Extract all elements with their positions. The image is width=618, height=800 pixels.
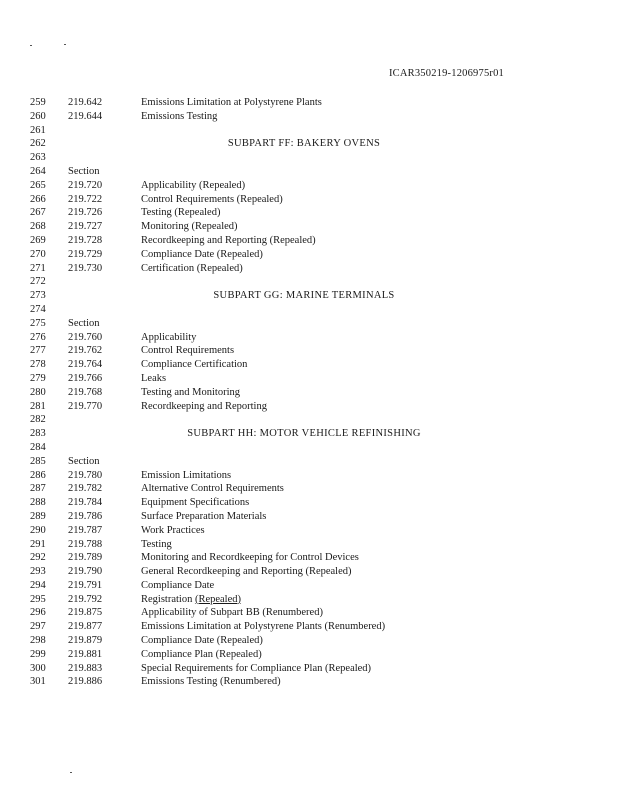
section-row (0, 662, 618, 676)
section-row (0, 165, 618, 179)
section-number: 219.644 (68, 110, 103, 122)
section-number: 219.786 (68, 510, 103, 522)
section-title-text: Recordkeeping and Reporting (Repealed) (141, 234, 316, 246)
blank-row (0, 441, 618, 455)
section-title (141, 331, 196, 345)
line-numbered-listing (0, 96, 618, 689)
section-number: 219.875 (68, 607, 103, 619)
blank-row (0, 413, 618, 427)
section-title-text: Alternative Control Requirements (141, 483, 284, 495)
line-number: 278 (30, 359, 46, 371)
section-row (0, 234, 618, 248)
line-number: 291 (30, 538, 46, 550)
line-number: 277 (30, 345, 46, 357)
section-row (0, 248, 618, 262)
section-row (0, 193, 618, 207)
section-title-text: Emission Limitations (141, 469, 232, 481)
line-number: 287 (30, 483, 46, 495)
section-title (141, 593, 241, 607)
section-row (0, 96, 618, 110)
line-number: 297 (30, 621, 46, 633)
section-title (141, 482, 284, 496)
section-title-text: Testing (141, 538, 172, 550)
subpart-heading: SUBPART GG: MARINE TERMINALS (213, 290, 395, 302)
section-row (0, 220, 618, 234)
section-title (141, 372, 166, 386)
section-title (141, 248, 263, 262)
section-title-text: Registration (141, 593, 193, 605)
section-row (0, 606, 618, 620)
section-title (141, 344, 234, 358)
line-number: 263 (30, 152, 46, 164)
section-title-text: Control Requirements (141, 345, 235, 357)
subpart-heading-row (0, 137, 618, 151)
section-number: 219.780 (68, 469, 103, 481)
line-number: 300 (30, 662, 46, 674)
section-title (141, 551, 359, 565)
section-number: 219.730 (68, 262, 103, 274)
section-title (141, 193, 283, 207)
subpart-heading: SUBPART HH: MOTOR VEHICLE REFINISHING (187, 428, 421, 440)
section-row (0, 579, 618, 593)
line-number: 265 (30, 179, 46, 191)
line-number: 274 (30, 303, 46, 315)
section-number: 219.883 (68, 662, 103, 674)
line-number: 295 (30, 593, 46, 605)
line-number: 259 (30, 97, 46, 108)
section-title-text: Compliance Date (141, 579, 215, 591)
section-title (141, 524, 205, 538)
section-title (141, 606, 323, 620)
section-title (141, 565, 352, 579)
section-number: 219.768 (68, 386, 103, 398)
blank-row (0, 151, 618, 165)
section-row (0, 262, 618, 276)
section-row (0, 358, 618, 372)
section-title-text: Certification (Repealed) (141, 262, 243, 274)
section-number: 219.792 (68, 593, 103, 605)
section-title (141, 662, 371, 676)
section-title (141, 538, 172, 552)
line-number: 294 (30, 579, 46, 591)
line-number: 270 (30, 248, 46, 260)
line-number: 262 (30, 138, 46, 150)
section-title (141, 96, 322, 110)
section-title-text: Emissions Limitation at Polystyrene Plants (141, 97, 322, 108)
section-number: 219.764 (68, 359, 103, 371)
section-title-text: Testing (Repealed) (141, 207, 221, 219)
section-number: 219.770 (68, 400, 103, 412)
section-number: Section (68, 165, 100, 177)
section-number: 219.788 (68, 538, 103, 550)
section-number: 219.881 (68, 648, 103, 660)
section-number: Section (68, 317, 100, 329)
section-number: Section (68, 455, 100, 467)
line-number: 264 (30, 165, 46, 177)
section-title-text: Recordkeeping and Reporting (141, 400, 267, 412)
section-row (0, 524, 618, 538)
section-row (0, 593, 618, 607)
line-number: 293 (30, 566, 46, 578)
section-row (0, 634, 618, 648)
section-title-text: Compliance Plan (Repealed) (141, 648, 262, 660)
line-number: 296 (30, 607, 46, 619)
section-title (141, 179, 245, 193)
section-number: 219.766 (68, 372, 103, 384)
blank-row (0, 275, 618, 289)
scan-speck (30, 45, 32, 46)
section-title (141, 648, 262, 662)
section-title-text: Compliance Date (Repealed) (141, 248, 263, 260)
section-row (0, 496, 618, 510)
section-row (0, 455, 618, 469)
section-title (141, 510, 266, 524)
section-title-text: Applicability of Subpart BB (Renumbered) (141, 607, 323, 619)
section-row (0, 110, 618, 124)
section-row (0, 344, 618, 358)
section-row (0, 372, 618, 386)
line-number: 286 (30, 469, 46, 481)
section-row (0, 675, 618, 689)
section-title-text: Emissions Testing (141, 110, 218, 122)
section-number: 219.722 (68, 193, 103, 205)
section-title (141, 620, 385, 634)
section-row (0, 648, 618, 662)
line-number: 271 (30, 262, 46, 274)
section-title-text: Control Requirements (Repealed) (141, 193, 283, 205)
subpart-heading: SUBPART FF: BAKERY OVENS (227, 138, 381, 150)
line-number: 273 (30, 290, 46, 302)
section-title (141, 358, 247, 372)
section-title (141, 110, 217, 124)
section-title-text: Testing and Monitoring (141, 386, 241, 398)
line-number: 272 (30, 276, 46, 288)
section-title-text: Work Practices (141, 524, 205, 536)
subpart-heading-row (0, 289, 618, 303)
blank-row (0, 124, 618, 138)
section-row (0, 386, 618, 400)
section-number: 219.791 (68, 579, 103, 591)
section-row (0, 510, 618, 524)
section-number: 219.784 (68, 497, 103, 509)
section-title-text: General Recordkeeping and Reporting (Repealed) (141, 566, 352, 578)
section-row (0, 206, 618, 220)
line-number: 260 (30, 110, 46, 122)
section-number: 219.762 (68, 345, 103, 357)
line-number: 275 (30, 317, 46, 329)
section-row (0, 469, 618, 483)
section-title-text: Compliance Certification (141, 359, 248, 371)
blank-row (0, 303, 618, 317)
line-number: 266 (30, 193, 46, 205)
section-title (141, 496, 249, 510)
section-title-text: Applicability (141, 331, 197, 343)
section-row (0, 565, 618, 579)
section-title (141, 262, 243, 276)
section-number: 219.727 (68, 221, 103, 233)
section-number: 219.886 (68, 676, 103, 688)
line-number: 290 (30, 524, 46, 536)
line-number: 298 (30, 635, 46, 647)
line-number: 269 (30, 234, 46, 246)
underlined-amendment: (Repealed) (194, 593, 242, 605)
section-title-text: Surface Preparation Materials (141, 510, 267, 522)
section-title (141, 469, 231, 483)
section-number: 219.642 (68, 97, 103, 108)
section-title-text: Applicability (Repealed) (141, 179, 246, 191)
section-number: 219.879 (68, 635, 103, 647)
section-number: 219.789 (68, 552, 103, 564)
section-number: 219.790 (68, 566, 103, 578)
line-number: 268 (30, 221, 46, 233)
section-title (141, 386, 240, 400)
section-title-text: Leaks (141, 372, 167, 384)
section-number: 219.760 (68, 331, 103, 343)
section-number: 219.728 (68, 234, 103, 246)
section-title-text: Special Requirements for Compliance Plan (Repealed) (141, 662, 372, 674)
line-number: 301 (30, 676, 46, 688)
section-row (0, 551, 618, 565)
line-number: 280 (30, 386, 46, 398)
line-number: 276 (30, 331, 46, 343)
scan-speck (70, 772, 72, 773)
section-title (141, 400, 267, 414)
line-number: 281 (30, 400, 46, 412)
section-title-text: Monitoring (Repealed) (141, 221, 238, 233)
line-number: 288 (30, 497, 46, 509)
section-number: 219.877 (68, 621, 103, 633)
section-number: 219.729 (68, 248, 103, 260)
scan-speck (64, 44, 66, 45)
section-number: 219.782 (68, 483, 103, 495)
section-number: 219.726 (68, 207, 103, 219)
section-row (0, 620, 618, 634)
section-row (0, 331, 618, 345)
section-title (141, 234, 316, 248)
section-title-text: Compliance Date (Repealed) (141, 635, 263, 647)
section-title-text: Emissions Limitation at Polystyrene Plants (Renumbered) (141, 621, 386, 633)
section-title (141, 634, 263, 648)
section-row (0, 317, 618, 331)
line-number: 292 (30, 552, 46, 564)
subpart-heading-row (0, 427, 618, 441)
section-title (141, 220, 238, 234)
line-number: 283 (30, 428, 46, 440)
section-title-text: Equipment Specifications (141, 497, 250, 509)
section-title (141, 206, 220, 220)
line-number: 282 (30, 414, 46, 426)
section-row (0, 400, 618, 414)
section-row (0, 179, 618, 193)
line-number: 261 (30, 124, 46, 136)
line-number: 285 (30, 455, 46, 467)
line-number: 284 (30, 441, 46, 453)
section-row (0, 482, 618, 496)
section-number: 219.720 (68, 179, 103, 191)
section-title-text: Monitoring and Recordkeeping for Control Devices (141, 552, 359, 564)
document-id: ICAR350219-1206975r01 (388, 68, 504, 79)
line-number: 279 (30, 372, 46, 384)
section-title (141, 579, 214, 593)
line-number: 267 (30, 207, 46, 219)
section-row (0, 538, 618, 552)
line-number: 289 (30, 510, 46, 522)
section-number: 219.787 (68, 524, 103, 536)
section-title-text: Emissions Testing (Renumbered) (141, 676, 281, 688)
section-title (141, 675, 281, 689)
line-number: 299 (30, 648, 46, 660)
